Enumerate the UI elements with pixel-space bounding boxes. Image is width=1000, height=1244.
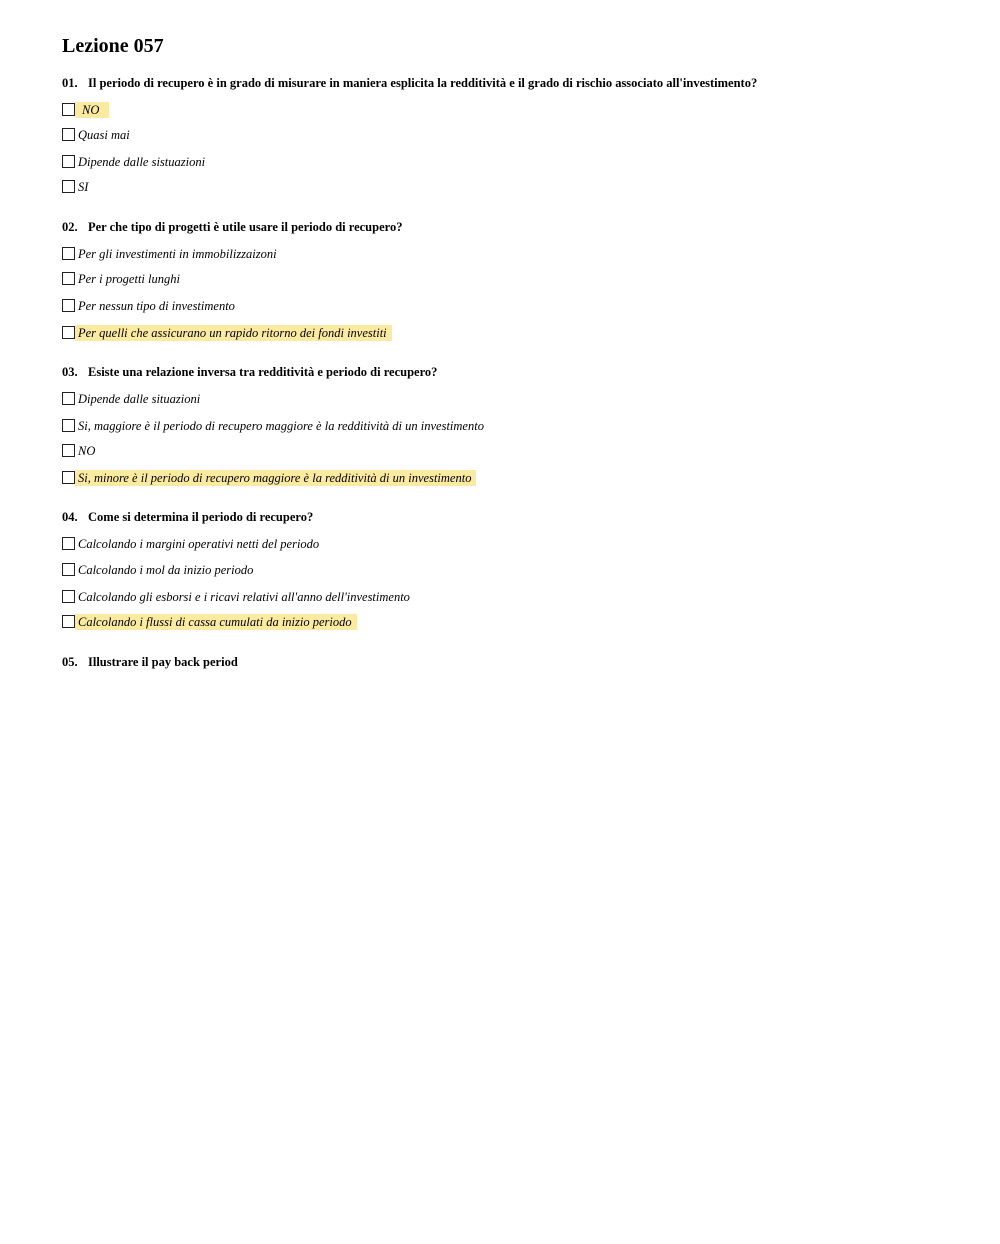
question-header — [62, 75, 962, 91]
answer-option[interactable] — [62, 126, 135, 143]
answer-option[interactable] — [62, 153, 210, 170]
answer-option[interactable] — [62, 442, 100, 459]
answer-option[interactable] — [62, 178, 93, 195]
question-number: 05. — [62, 655, 78, 669]
answer-option[interactable] — [62, 270, 185, 287]
answer-checkbox[interactable] — [62, 326, 75, 339]
answer-text: Calcolando i margini operativi netti del periodo — [78, 536, 320, 551]
question-04 — [62, 509, 962, 525]
question-header — [62, 364, 962, 380]
answer-checkbox[interactable] — [62, 563, 75, 576]
answer-option[interactable] — [62, 469, 476, 486]
question-02 — [62, 219, 962, 235]
answer-text: Dipende dalle situazioni — [78, 391, 201, 406]
answer-checkbox[interactable] — [62, 471, 75, 484]
answer-text: Per quelli che assicurano un rapido ritorno dei fondi investiti — [75, 325, 392, 341]
answer-option[interactable] — [62, 324, 392, 341]
question-number: 02. — [62, 220, 78, 234]
answer-option[interactable] — [62, 613, 357, 630]
question-01 — [62, 75, 962, 91]
answer-checkbox[interactable] — [62, 247, 75, 260]
answer-text: Per nessun tipo di investimento — [78, 298, 235, 313]
answer-text: Per i progetti lunghi — [78, 271, 180, 286]
answer-text: Calcolando i mol da inizio periodo — [78, 562, 254, 577]
answer-checkbox[interactable] — [62, 272, 75, 285]
answer-option[interactable] — [62, 390, 205, 407]
answer-checkbox[interactable] — [62, 444, 75, 457]
answer-text: Si, minore è il periodo di recupero maggiore è la redditività di un investimento — [75, 470, 476, 486]
answer-option[interactable] — [62, 245, 282, 262]
answer-option[interactable] — [62, 101, 109, 118]
answer-checkbox[interactable] — [62, 590, 75, 603]
answer-checkbox[interactable] — [62, 128, 75, 141]
question-number: 01. — [62, 76, 78, 90]
answer-option[interactable] — [62, 417, 489, 434]
answer-checkbox[interactable] — [62, 180, 75, 193]
answer-text: NO — [75, 102, 109, 118]
question-number: 04. — [62, 510, 78, 524]
question-03 — [62, 364, 962, 380]
answer-checkbox[interactable] — [62, 615, 75, 628]
answer-option[interactable] — [62, 535, 324, 552]
question-text: Per che tipo di progetti è utile usare il periodo di recupero? — [88, 220, 403, 234]
answer-checkbox[interactable] — [62, 155, 75, 168]
question-text: Come si determina il periodo di recupero? — [88, 510, 314, 524]
answer-option[interactable] — [62, 561, 258, 578]
answer-checkbox[interactable] — [62, 419, 75, 432]
answer-text: Quasi mai — [78, 127, 130, 142]
question-header — [62, 654, 962, 670]
question-text: Il periodo di recupero è in grado di misurare in maniera esplicita la redditività e il grado di rischio associato all'investimento? — [88, 76, 758, 90]
answer-checkbox[interactable] — [62, 103, 75, 116]
answer-text: Dipende dalle sistuazioni — [78, 154, 206, 169]
answer-text: NO — [78, 443, 96, 458]
question-header — [62, 509, 962, 525]
answer-text: Calcolando gli esborsi e i ricavi relativi all'anno dell'investimento — [78, 589, 410, 604]
question-05 — [62, 654, 962, 670]
answer-checkbox[interactable] — [62, 392, 75, 405]
answer-text: Si, maggiore è il periodo di recupero maggiore è la redditività di un investimento — [78, 418, 484, 433]
answer-checkbox[interactable] — [62, 537, 75, 550]
page-title: Lezione 057 — [62, 35, 164, 57]
answer-text: Per gli investimenti in immobilizzaizoni — [78, 246, 277, 261]
answer-text: Calcolando i flussi di cassa cumulati da inizio periodo — [75, 614, 357, 630]
question-text: Illustrare il pay back period — [88, 655, 238, 669]
question-header — [62, 219, 962, 235]
question-text: Esiste una relazione inversa tra redditività e periodo di recupero? — [88, 365, 438, 379]
answer-option[interactable] — [62, 588, 415, 605]
answer-option[interactable] — [62, 297, 240, 314]
answer-checkbox[interactable] — [62, 299, 75, 312]
answer-text: SI — [78, 179, 89, 194]
question-number: 03. — [62, 365, 78, 379]
